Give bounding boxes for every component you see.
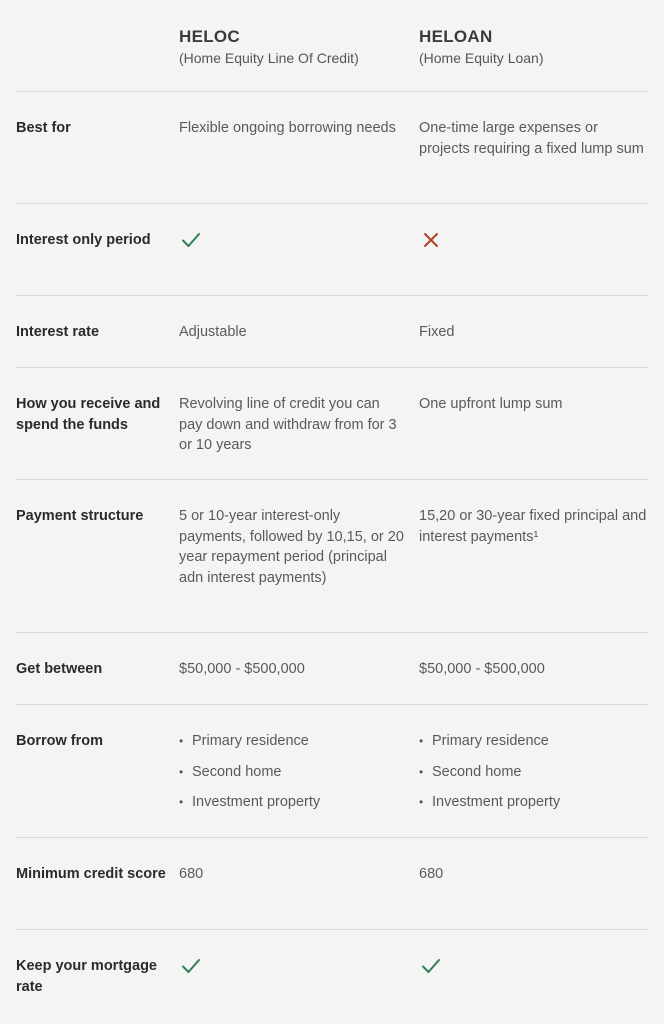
row-label: Minimum credit score xyxy=(16,866,166,882)
cross-icon xyxy=(419,228,443,252)
row-label: Interest rate xyxy=(16,324,100,340)
heloan-value: One upfront lump sum xyxy=(419,396,563,412)
heloc-value: 680 xyxy=(179,866,204,882)
heloc-value: Adjustable xyxy=(179,324,247,340)
heloan-property-list xyxy=(419,731,647,823)
check-icon xyxy=(419,954,443,978)
table-row xyxy=(16,930,648,1022)
list-item: • Second home xyxy=(419,763,522,780)
row-label: Payment structure xyxy=(16,508,144,524)
table-header xyxy=(16,0,648,92)
table-row xyxy=(16,480,648,633)
list-item: • Primary residence xyxy=(179,733,309,749)
heloc-value xyxy=(179,956,407,985)
table-row xyxy=(16,92,648,204)
table-row xyxy=(16,204,648,296)
list-item: • Second home xyxy=(179,763,282,780)
heloan-value: One-time large expenses or projects requiring a fixed lump sum xyxy=(419,120,644,157)
bullet-icon: • xyxy=(419,795,424,809)
row-label: Best for xyxy=(16,120,71,136)
heloc-value xyxy=(179,230,407,259)
heloan-value xyxy=(419,230,647,259)
table-row xyxy=(16,705,648,838)
heloc-value: Flexible ongoing borrowing needs xyxy=(179,120,396,136)
heloan-value xyxy=(419,731,647,823)
heloc-property-list xyxy=(179,731,407,823)
bullet-icon: • xyxy=(179,764,184,779)
row-label: Keep your mortgage rate xyxy=(16,958,157,995)
heloc-value: 5 or 10-year interest-only payments, followed by 10,15, or 20 year repayment period (principal adn interest payments) xyxy=(179,508,404,586)
heloan-value: 15,20 or 30-year fixed principal and interest payments¹ xyxy=(419,508,647,545)
bullet-icon: • xyxy=(419,734,424,748)
heloc-subtitle: (Home Equity Line Of Credit) xyxy=(179,50,359,66)
bullet-icon: • xyxy=(179,795,184,809)
heloc-value: Revolving line of credit you can pay down and withdraw from for 3 or 10 years xyxy=(179,396,397,453)
heloan-value: Fixed xyxy=(419,324,455,340)
list-item: • Investment property xyxy=(419,794,561,810)
bullet-icon: • xyxy=(419,764,424,779)
heloc-title: HELOC xyxy=(179,27,240,46)
heloan-value: 680 xyxy=(419,866,444,882)
heloan-column-header xyxy=(419,26,544,68)
row-label: Get between xyxy=(16,661,103,677)
row-label: How you receive and spend the funds xyxy=(16,396,161,433)
heloc-value: $50,000 - $500,000 xyxy=(179,661,305,677)
table-row xyxy=(16,368,648,480)
heloc-value xyxy=(179,731,407,823)
row-label: Interest only period xyxy=(16,232,151,248)
list-item: • Investment property xyxy=(179,794,321,810)
table-row xyxy=(16,633,648,705)
bullet-icon: • xyxy=(179,734,184,748)
row-label: Borrow from xyxy=(16,733,103,749)
heloan-subtitle: (Home Equity Loan) xyxy=(419,50,544,66)
list-item: • Primary residence xyxy=(419,733,549,749)
heloan-value: $50,000 - $500,000 xyxy=(419,661,545,677)
check-icon xyxy=(179,228,203,252)
table-row xyxy=(16,838,648,930)
table-row xyxy=(16,296,648,368)
heloc-column-header xyxy=(179,26,359,68)
check-icon xyxy=(179,954,203,978)
heloan-title: HELOAN xyxy=(419,27,493,46)
heloan-value xyxy=(419,956,647,985)
